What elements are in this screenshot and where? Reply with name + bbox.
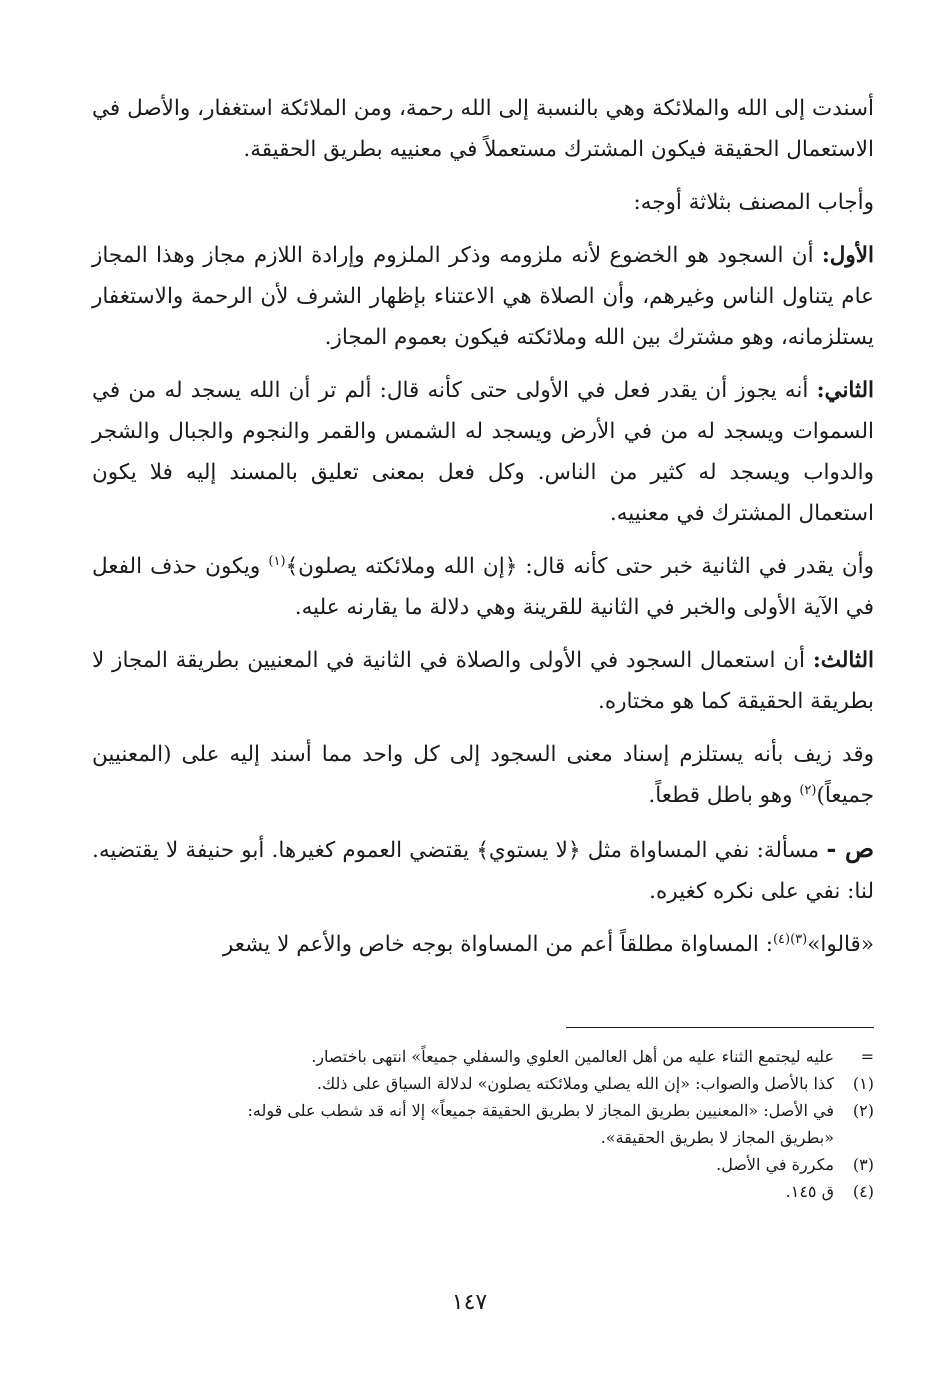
sad-marker: ص - bbox=[826, 834, 874, 863]
footnote-ref-3-4[interactable]: (٣)(٤) bbox=[772, 931, 808, 947]
footnote-1-number: (١) bbox=[852, 1074, 874, 1093]
paragraph-7 bbox=[92, 734, 874, 816]
paragraph-first-answer bbox=[92, 235, 874, 358]
footnote-2-text: في الأصل: «المعنيين بطريق المجاز لا بطريق الحقيقة جميعاً» إلا أنه قد شطب على قوله: bbox=[247, 1101, 834, 1120]
footnote-1-text: كذا بالأصل والصواب: «إن الله يصلي وملائكته يصلون» لدلالة السياق على ذلك. bbox=[316, 1074, 834, 1093]
footnote-2-continuation: «بطريق المجاز لا بطريق الحقيقة». bbox=[600, 1128, 834, 1147]
footnote-ref-1[interactable]: (١) bbox=[268, 553, 286, 569]
continuation-mark: = bbox=[860, 1047, 874, 1066]
paragraph-5 bbox=[92, 546, 874, 628]
continuation-text: عليه ليجتمع الثناء عليه من أهل العالمين العلوي والسفلي جميعاً» انتهى باختصار. bbox=[311, 1047, 834, 1066]
footnote-3-text: مكررة في الأصل. bbox=[716, 1155, 834, 1174]
footnote-3-number: (٣) bbox=[852, 1155, 874, 1174]
footnote-2 bbox=[62, 1097, 874, 1124]
paragraph-third-answer bbox=[92, 640, 874, 722]
second-answer-text: أنه يجوز أن يقدر فعل في الأولى حتى كأنه قال: ألم تر أن الله يسجد له من في السموات ويسجد له من في الأرض ويسجد له الشمس والقمر والنجوم والجبال والشجر والدواب ويسجد له كثير من الناس. وكل فعل بمعنى تعليق بالمسند إليه فلا يكون استعمال المشترك في معنييه. bbox=[92, 378, 874, 526]
paragraph-2-text: وأجاب المصنف بثلاثة أوجه: bbox=[633, 190, 874, 215]
paragraph-9-text-b: : المساواة مطلقاً أعم من المساواة بوجه خاص والأعم لا يشعر bbox=[222, 932, 773, 957]
paragraph-9 bbox=[92, 924, 874, 965]
main-text bbox=[92, 88, 874, 977]
paragraph-7-text-a: وقد زيف بأنه يستلزم إسناد معنى السجود إلى كل واحد مما أسند إليه على (المعنيين جميعاً) bbox=[92, 742, 874, 808]
second-answer-heading: الثاني: bbox=[816, 378, 874, 403]
paragraph-7-text-b: وهو باطل قطعاً. bbox=[648, 783, 800, 808]
footnote-1 bbox=[62, 1070, 874, 1097]
footnote-continuation bbox=[62, 1043, 874, 1070]
paragraph-9-text-a: «قالوا» bbox=[807, 932, 874, 957]
paragraph-second-answer bbox=[92, 370, 874, 534]
footnote-3 bbox=[62, 1151, 874, 1178]
footnote-ref-2[interactable]: (٢) bbox=[799, 782, 817, 798]
footnote-4-text: ق ١٤٥. bbox=[785, 1182, 834, 1201]
footnotes bbox=[62, 1043, 874, 1205]
paragraph-1-text: أسندت إلى الله والملائكة وهي بالنسبة إلى الله رحمة، ومن الملائكة استغفار، والأصل في الاستعمال الحقيقة فيكون المشترك مستعملاً في معنييه بطريق الحقيقة. bbox=[92, 96, 874, 162]
paragraph-8-text: مسألة: نفي المساواة مثل ﴿لا يستوي﴾ يقتضي العموم كغيرها. أبو حنيفة لا يقتضيه. لنا: نفي على نكره كغيره. bbox=[92, 838, 874, 904]
page-number: ١٤٧ bbox=[451, 1290, 488, 1315]
paragraph-8 bbox=[92, 828, 874, 912]
first-answer-heading: الأول: bbox=[821, 243, 874, 268]
paragraph-5-text-b: ويكون حذف الفعل في الآية الأولى والخبر في الثانية للقرينة وهي دلالة ما يقارنه عليه. bbox=[92, 554, 874, 620]
footnote-2-number: (٢) bbox=[852, 1101, 874, 1120]
first-answer-text: أن السجود هو الخضوع لأنه ملزومه وذكر الملزوم وإرادة اللازم مجاز وهذا المجاز عام يتناول الناس وغيرهم، وأن الصلاة هي الاعتناء بإظهار الشرف لأن الرحمة والاستغفار يستلزمانه، وهو مشترك بين الله وملائكته فيكون بعموم المجاز. bbox=[92, 243, 874, 350]
third-answer-text: أن استعمال السجود في الأولى والصلاة في الثانية في المعنيين بطريقة المجاز لا بطريقة الحقيقة كما هو مختاره. bbox=[92, 648, 874, 714]
third-answer-heading: الثالث: bbox=[812, 648, 874, 673]
paragraph-1 bbox=[92, 88, 874, 170]
footnote-4-number: (٤) bbox=[852, 1182, 874, 1201]
footnote-4 bbox=[62, 1178, 874, 1205]
paragraph-2 bbox=[92, 182, 874, 223]
paragraph-5-text-a: وأن يقدر في الثانية خبر حتى كأنه قال: ﴿إن الله وملائكته يصلون﴾ bbox=[285, 554, 874, 579]
footnote-divider bbox=[566, 1027, 874, 1028]
